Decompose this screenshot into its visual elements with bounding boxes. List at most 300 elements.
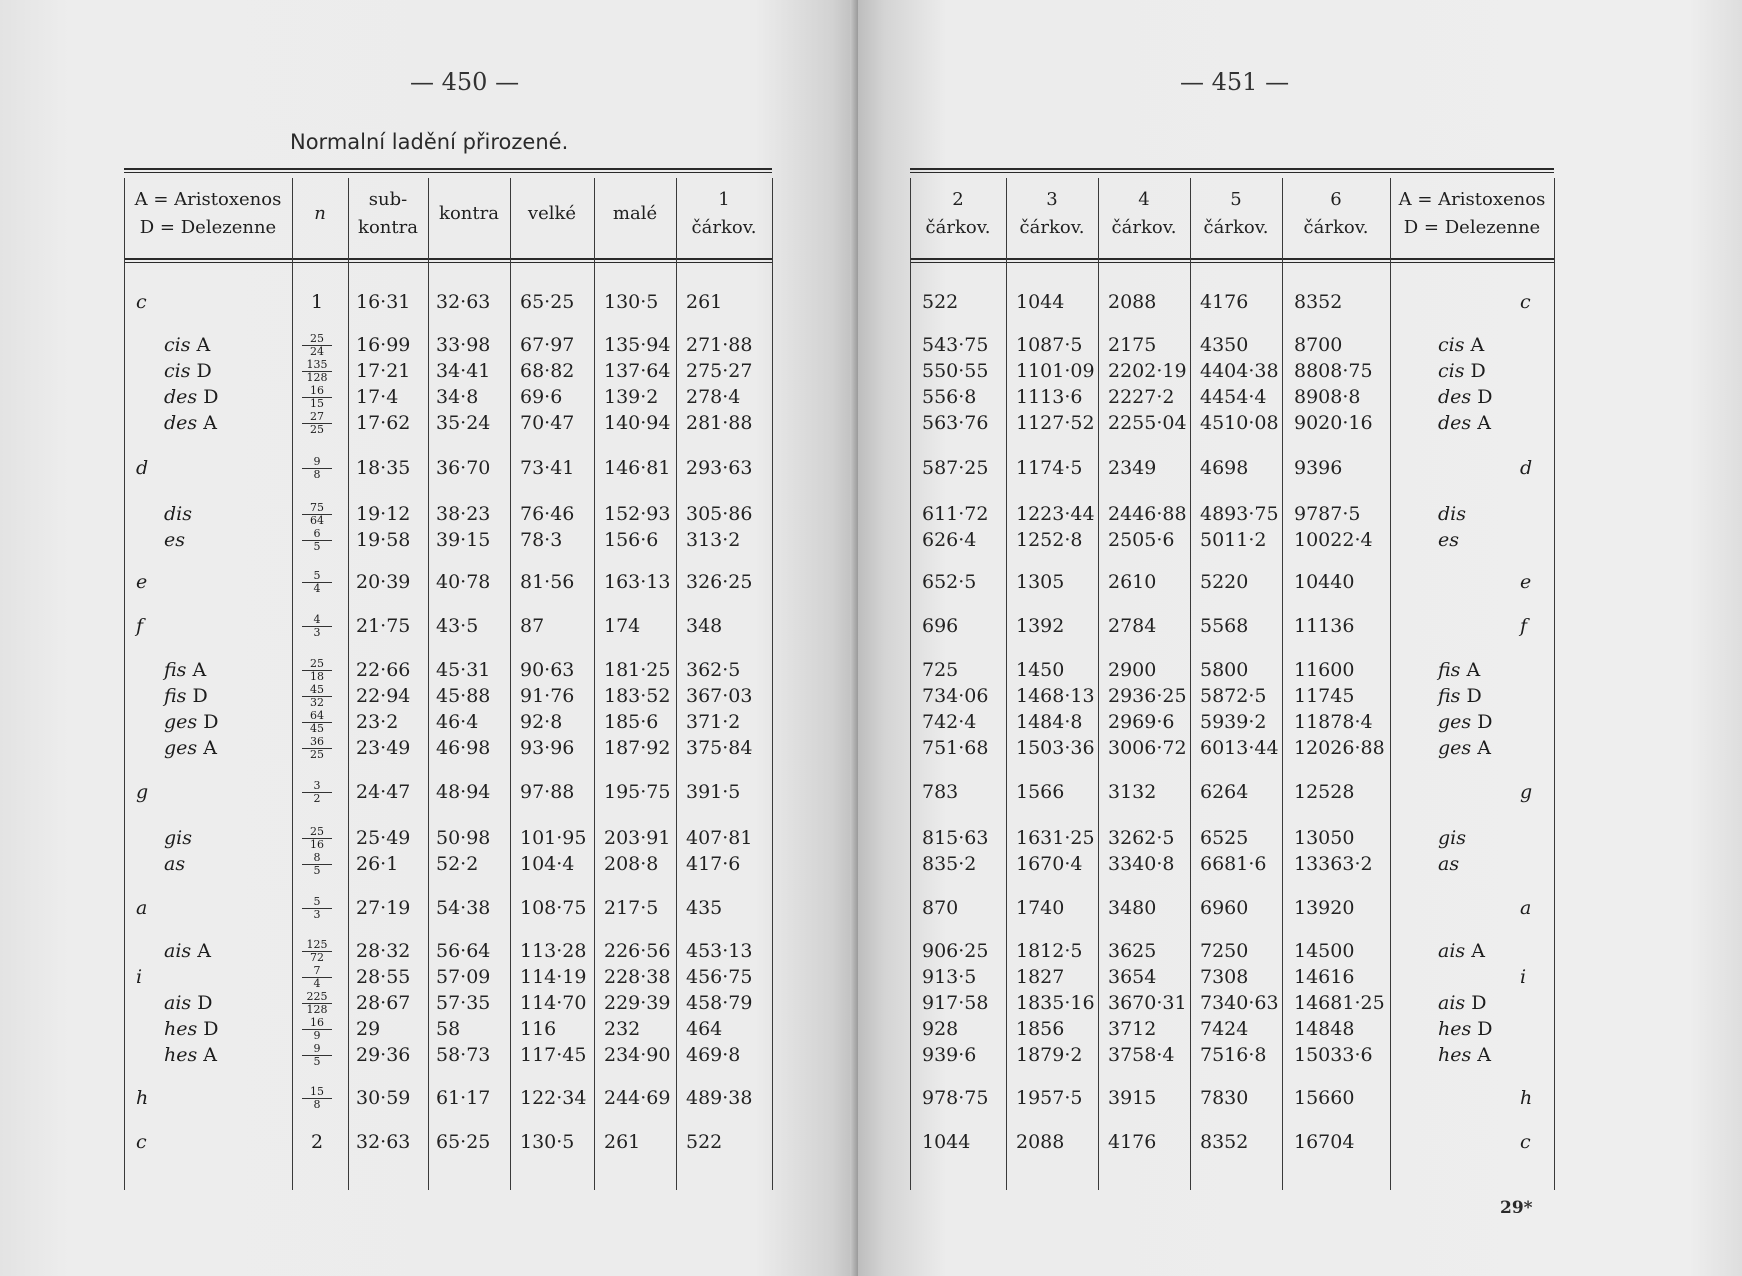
frequency-cell: 7830 xyxy=(1200,1087,1249,1109)
note-name xyxy=(164,826,192,850)
frequency-cell: 8352 xyxy=(1200,1131,1249,1153)
frequency-cell: 93·96 xyxy=(520,737,575,759)
note-label: as xyxy=(164,853,186,875)
frequency-cell: 2088 xyxy=(1016,1131,1065,1153)
note-name xyxy=(1438,1017,1493,1041)
frequency-cell: 9020·16 xyxy=(1294,412,1373,434)
table-title: Normalní ladění přirozené. xyxy=(290,130,569,154)
frequency-cell: 1566 xyxy=(1016,781,1065,803)
frequency-cell: 114·70 xyxy=(520,992,587,1014)
frequency-cell: 1113·6 xyxy=(1016,386,1083,408)
frequency-cell: 2969·6 xyxy=(1108,711,1175,733)
frequency-cell: 14500 xyxy=(1294,940,1355,962)
frequency-cell: 326·25 xyxy=(686,571,753,593)
frequency-cell: 28·55 xyxy=(356,966,411,988)
ratio-fraction: $\frac{36}{25}$ xyxy=(302,736,332,760)
frequency-cell: 228·38 xyxy=(604,966,671,988)
frequency-cell: 108·75 xyxy=(520,897,587,919)
frequency-cell: 43·5 xyxy=(436,615,479,637)
frequency-cell: 734·06 xyxy=(922,685,989,707)
source-tag: A xyxy=(196,334,211,356)
note-label: c xyxy=(136,1131,147,1153)
source-tag: D xyxy=(203,386,219,408)
frequency-cell: 417·6 xyxy=(686,853,741,875)
frequency-cell: 17·62 xyxy=(356,412,411,434)
frequency-cell: 7516·8 xyxy=(1200,1044,1267,1066)
frequency-cell: 917·58 xyxy=(922,992,989,1014)
frequency-cell: 65·25 xyxy=(436,1131,491,1153)
column-line-6 xyxy=(1554,178,1555,1190)
frequency-cell: 407·81 xyxy=(686,827,753,849)
column-line-5 xyxy=(1390,178,1391,1190)
frequency-cell: 391·5 xyxy=(686,781,741,803)
frequency-cell: 3670·31 xyxy=(1108,992,1187,1014)
note-label: c xyxy=(1520,1131,1531,1153)
note-name xyxy=(1438,852,1459,876)
frequency-cell: 4893·75 xyxy=(1200,503,1279,525)
frequency-cell: 293·63 xyxy=(686,457,753,479)
frequency-cell: 73·41 xyxy=(520,457,575,479)
frequency-cell: 906·25 xyxy=(922,940,989,962)
frequency-cell: 181·25 xyxy=(604,659,671,681)
frequency-cell: 50·98 xyxy=(436,827,491,849)
frequency-cell: 117·45 xyxy=(520,1044,587,1066)
frequency-cell: 12026·88 xyxy=(1294,737,1385,759)
frequency-cell: 57·35 xyxy=(436,992,491,1014)
source-tag: D xyxy=(1477,1018,1493,1040)
frequency-cell: 58·73 xyxy=(436,1044,491,1066)
ratio-fraction: $\frac{7}{4}$ xyxy=(302,965,332,989)
frequency-cell: 587·25 xyxy=(922,457,989,479)
header-legend: A = Aristoxenos D = Delezenne xyxy=(134,189,282,238)
frequency-cell: 2505·6 xyxy=(1108,529,1175,551)
tuning-table-right xyxy=(910,168,1554,1190)
frequency-cell: 696 xyxy=(922,615,959,637)
frequency-cell: 6525 xyxy=(1200,827,1249,849)
frequency-cell: 14848 xyxy=(1294,1018,1355,1040)
frequency-cell: 835·2 xyxy=(922,853,977,875)
note-label: cis xyxy=(1438,360,1465,382)
frequency-cell: 18·35 xyxy=(356,457,411,479)
frequency-cell: 24·47 xyxy=(356,781,411,803)
note-label: c xyxy=(136,291,147,313)
frequency-cell: 1670·4 xyxy=(1016,853,1083,875)
note-label: ais xyxy=(1438,940,1466,962)
frequency-cell: 46·4 xyxy=(436,711,479,733)
column-line-2 xyxy=(348,178,349,1190)
note-label: d xyxy=(136,457,149,479)
note-label: ais xyxy=(164,940,192,962)
frequency-cell: 4176 xyxy=(1200,291,1249,313)
frequency-cell: 1252·8 xyxy=(1016,529,1083,551)
frequency-cell: 33·98 xyxy=(436,334,491,356)
source-tag: D xyxy=(203,1018,219,1040)
frequency-cell: 652·5 xyxy=(922,571,977,593)
ratio-fraction: $\frac{16}{9}$ xyxy=(302,1017,332,1041)
frequency-cell: 1468·13 xyxy=(1016,685,1095,707)
frequency-cell: 67·97 xyxy=(520,334,575,356)
frequency-cell: 913·5 xyxy=(922,966,977,988)
note-name xyxy=(164,1017,219,1041)
frequency-cell: 81·56 xyxy=(520,571,575,593)
frequency-cell: 3915 xyxy=(1108,1087,1157,1109)
tuning-table-left xyxy=(124,168,772,1190)
frequency-cell: 7424 xyxy=(1200,1018,1249,1040)
frequency-cell: 217·5 xyxy=(604,897,659,919)
header-6-carkov: 6 čárkov. xyxy=(1303,189,1369,238)
frequency-cell: 3132 xyxy=(1108,781,1157,803)
ratio-fraction: $\frac{25}{18}$ xyxy=(302,658,332,682)
frequency-cell: 19·12 xyxy=(356,503,411,525)
frequency-cell: 11136 xyxy=(1294,615,1355,637)
note-label: a xyxy=(136,897,148,919)
note-name xyxy=(136,570,147,594)
frequency-cell: 97·88 xyxy=(520,781,575,803)
frequency-cell: 556·8 xyxy=(922,386,977,408)
note-name xyxy=(136,780,148,804)
frequency-cell: 8908·8 xyxy=(1294,386,1361,408)
frequency-cell: 3340·8 xyxy=(1108,853,1175,875)
source-tag: D xyxy=(1466,685,1482,707)
column-line-5 xyxy=(594,178,595,1190)
frequency-cell: 611·72 xyxy=(922,503,989,525)
top-rule-thin xyxy=(124,172,772,173)
frequency-cell: 163·13 xyxy=(604,571,671,593)
note-name xyxy=(136,290,147,314)
frequency-cell: 226·56 xyxy=(604,940,671,962)
header-n: n xyxy=(314,203,326,224)
frequency-cell: 15660 xyxy=(1294,1087,1355,1109)
frequency-cell: 2088 xyxy=(1108,291,1157,313)
note-label: i xyxy=(136,966,143,988)
frequency-cell: 156·6 xyxy=(604,529,659,551)
frequency-cell: 2446·88 xyxy=(1108,503,1187,525)
frequency-cell: 48·94 xyxy=(436,781,491,803)
note-name xyxy=(164,502,192,526)
frequency-cell: 234·90 xyxy=(604,1044,671,1066)
frequency-cell: 36·70 xyxy=(436,457,491,479)
frequency-cell: 1631·25 xyxy=(1016,827,1095,849)
frequency-cell: 2175 xyxy=(1108,334,1157,356)
column-line-0 xyxy=(124,178,125,1190)
frequency-cell: 1450 xyxy=(1016,659,1065,681)
top-rule xyxy=(910,168,1554,170)
frequency-cell: 23·2 xyxy=(356,711,399,733)
column-line-3 xyxy=(428,178,429,1190)
note-name xyxy=(1438,528,1459,552)
note-label: cis xyxy=(164,334,191,356)
note-name xyxy=(164,359,212,383)
frequency-cell: 3006·72 xyxy=(1108,737,1187,759)
frequency-cell: 1503·36 xyxy=(1016,737,1095,759)
header-male: malé xyxy=(612,203,658,224)
source-tag: A xyxy=(203,1044,218,1066)
note-name xyxy=(164,528,185,552)
note-name xyxy=(1520,290,1531,314)
frequency-cell: 61·17 xyxy=(436,1087,491,1109)
frequency-cell: 114·19 xyxy=(520,966,587,988)
ratio-fraction: $\frac{27}{25}$ xyxy=(302,411,332,435)
column-line-7 xyxy=(772,178,773,1190)
frequency-cell: 90·63 xyxy=(520,659,575,681)
frequency-cell: 5872·5 xyxy=(1200,685,1267,707)
frequency-cell: 1879·2 xyxy=(1016,1044,1083,1066)
frequency-cell: 5568 xyxy=(1200,615,1249,637)
source-tag: A xyxy=(203,412,217,434)
frequency-cell: 40·78 xyxy=(436,571,491,593)
note-name xyxy=(1520,614,1527,638)
note-name xyxy=(164,710,218,734)
source-tag: D xyxy=(197,992,213,1014)
note-label: h xyxy=(1520,1087,1533,1109)
note-label: gis xyxy=(1438,827,1466,849)
note-label: a xyxy=(1520,897,1532,919)
header-legend: A = Aristoxenos D = Delezenne xyxy=(1398,189,1546,238)
header-5-carkov: 5 čárkov. xyxy=(1203,189,1269,238)
frequency-cell: 174 xyxy=(604,615,641,637)
note-name xyxy=(164,333,210,357)
note-label: des xyxy=(164,412,198,434)
note-label: i xyxy=(1520,966,1527,988)
note-label: es xyxy=(164,529,185,551)
page-number-451: — 451 — xyxy=(1180,68,1290,96)
note-name xyxy=(164,411,217,435)
frequency-cell: 68·82 xyxy=(520,360,575,382)
source-tag: A xyxy=(1471,940,1485,962)
frequency-cell: 54·38 xyxy=(436,897,491,919)
note-label: hes xyxy=(164,1044,198,1066)
frequency-cell: 10022·4 xyxy=(1294,529,1373,551)
frequency-cell: 16704 xyxy=(1294,1131,1355,1153)
frequency-cell: 195·75 xyxy=(604,781,671,803)
frequency-cell: 2349 xyxy=(1108,457,1157,479)
note-label: ais xyxy=(164,992,192,1014)
frequency-cell: 101·95 xyxy=(520,827,587,849)
frequency-cell: 45·88 xyxy=(436,685,491,707)
frequency-cell: 116 xyxy=(520,1018,557,1040)
frequency-cell: 3625 xyxy=(1108,940,1157,962)
column-line-1 xyxy=(1006,178,1007,1190)
note-name xyxy=(1520,1086,1532,1110)
note-name xyxy=(136,614,143,638)
frequency-cell: 28·67 xyxy=(356,992,411,1014)
frequency-cell: 6681·6 xyxy=(1200,853,1267,875)
frequency-cell: 232 xyxy=(604,1018,641,1040)
frequency-cell: 8700 xyxy=(1294,334,1343,356)
note-name xyxy=(1438,333,1484,357)
frequency-cell: 34·8 xyxy=(436,386,479,408)
ratio-value: 2 xyxy=(310,1131,324,1153)
column-line-6 xyxy=(676,178,677,1190)
frequency-cell: 16·31 xyxy=(356,291,411,313)
frequency-cell: 4176 xyxy=(1108,1131,1157,1153)
frequency-cell: 28·32 xyxy=(356,940,411,962)
frequency-cell: 69·6 xyxy=(520,386,563,408)
frequency-cell: 78·3 xyxy=(520,529,563,551)
frequency-cell: 456·75 xyxy=(686,966,753,988)
ratio-fraction: $\frac{9}{5}$ xyxy=(302,1043,332,1067)
frequency-cell: 185·6 xyxy=(604,711,659,733)
note-label: dis xyxy=(1438,503,1466,525)
frequency-cell: 3654 xyxy=(1108,966,1157,988)
frequency-cell: 187·92 xyxy=(604,737,671,759)
frequency-cell: 543·75 xyxy=(922,334,989,356)
frequency-cell: 45·31 xyxy=(436,659,491,681)
note-label: cis xyxy=(1438,334,1465,356)
frequency-cell: 281·88 xyxy=(686,412,753,434)
frequency-cell: 58 xyxy=(436,1018,461,1040)
note-name xyxy=(164,939,211,963)
source-tag: D xyxy=(1471,992,1487,1014)
frequency-cell: 5800 xyxy=(1200,659,1249,681)
frequency-cell: 313·2 xyxy=(686,529,741,551)
note-name xyxy=(136,1130,147,1154)
frequency-cell: 91·76 xyxy=(520,685,575,707)
note-label: e xyxy=(1520,571,1532,593)
frequency-cell: 1392 xyxy=(1016,615,1065,637)
frequency-cell: 9787·5 xyxy=(1294,503,1361,525)
frequency-cell: 9396 xyxy=(1294,457,1343,479)
header-1-carkov: 1 čárkov. xyxy=(691,189,757,238)
frequency-cell: 4350 xyxy=(1200,334,1249,356)
frequency-cell: 458·79 xyxy=(686,992,753,1014)
frequency-cell: 978·75 xyxy=(922,1087,989,1109)
note-name xyxy=(1520,780,1532,804)
frequency-cell: 8352 xyxy=(1294,291,1343,313)
frequency-cell: 4404·38 xyxy=(1200,360,1279,382)
frequency-cell: 1044 xyxy=(922,1131,971,1153)
ratio-fraction: $\frac{125}{72}$ xyxy=(302,939,332,963)
page-number-450: — 450 — xyxy=(410,68,520,96)
frequency-cell: 146·81 xyxy=(604,457,671,479)
note-name xyxy=(164,991,212,1015)
header-rule xyxy=(124,258,772,260)
frequency-cell: 11745 xyxy=(1294,685,1355,707)
frequency-cell: 815·63 xyxy=(922,827,989,849)
frequency-cell: 32·63 xyxy=(436,291,491,313)
frequency-cell: 2936·25 xyxy=(1108,685,1187,707)
ratio-fraction: $\frac{75}{64}$ xyxy=(302,502,332,526)
note-label: f xyxy=(1520,615,1528,637)
frequency-cell: 2255·04 xyxy=(1108,412,1187,434)
frequency-cell: 22·94 xyxy=(356,685,411,707)
frequency-cell: 6013·44 xyxy=(1200,737,1279,759)
frequency-cell: 29 xyxy=(356,1018,381,1040)
source-tag: D xyxy=(1470,360,1486,382)
frequency-cell: 550·55 xyxy=(922,360,989,382)
note-name xyxy=(1520,965,1526,989)
ratio-fraction: $\frac{25}{24}$ xyxy=(302,333,332,357)
frequency-cell: 783 xyxy=(922,781,959,803)
note-label: h xyxy=(136,1087,149,1109)
note-name xyxy=(1438,939,1485,963)
frequency-cell: 1484·8 xyxy=(1016,711,1083,733)
ratio-fraction: $\frac{3}{2}$ xyxy=(302,780,332,804)
frequency-cell: 7340·63 xyxy=(1200,992,1279,1014)
note-label: es xyxy=(1438,529,1459,551)
frequency-cell: 261 xyxy=(686,291,723,313)
note-name xyxy=(1520,570,1531,594)
frequency-cell: 11878·4 xyxy=(1294,711,1373,733)
note-name xyxy=(1438,411,1491,435)
frequency-cell: 113·28 xyxy=(520,940,587,962)
frequency-cell: 1856 xyxy=(1016,1018,1065,1040)
frequency-cell: 870 xyxy=(922,897,959,919)
frequency-cell: 23·49 xyxy=(356,737,411,759)
frequency-cell: 22·66 xyxy=(356,659,411,681)
note-label: d xyxy=(1520,457,1533,479)
source-tag: D xyxy=(192,685,208,707)
frequency-cell: 5939·2 xyxy=(1200,711,1267,733)
ratio-value: 1 xyxy=(310,291,324,313)
ratio-fraction: $\frac{16}{15}$ xyxy=(302,385,332,409)
frequency-cell: 8808·75 xyxy=(1294,360,1373,382)
frequency-cell: 122·34 xyxy=(520,1087,587,1109)
note-label: fis xyxy=(164,659,187,681)
note-name xyxy=(1520,456,1532,480)
ratio-fraction: $\frac{15}{8}$ xyxy=(302,1086,332,1110)
note-name xyxy=(164,736,217,760)
source-tag: D xyxy=(196,360,212,382)
ratio-fraction: $\frac{8}{5}$ xyxy=(302,852,332,876)
header-subkontra: sub- kontra xyxy=(358,189,418,238)
note-label: des xyxy=(1438,386,1472,408)
frequency-cell: 1835·16 xyxy=(1016,992,1095,1014)
note-label: c xyxy=(1520,291,1531,313)
frequency-cell: 271·88 xyxy=(686,334,753,356)
frequency-cell: 2610 xyxy=(1108,571,1157,593)
source-tag: A xyxy=(1470,334,1485,356)
note-name xyxy=(1438,385,1492,409)
frequency-cell: 57·09 xyxy=(436,966,491,988)
source-tag: D xyxy=(1477,386,1493,408)
frequency-cell: 10440 xyxy=(1294,571,1355,593)
frequency-cell: 1305 xyxy=(1016,571,1065,593)
frequency-cell: 7250 xyxy=(1200,940,1249,962)
note-label: ges xyxy=(1438,711,1472,733)
source-tag: D xyxy=(203,711,219,733)
frequency-cell: 2202·19 xyxy=(1108,360,1187,382)
frequency-cell: 137·64 xyxy=(604,360,671,382)
ratio-fraction: $\frac{4}{3}$ xyxy=(302,614,332,638)
ratio-fraction: $\frac{225}{128}$ xyxy=(302,991,332,1015)
note-name xyxy=(136,456,148,480)
note-label: dis xyxy=(164,503,192,525)
frequency-cell: 11600 xyxy=(1294,659,1355,681)
source-tag: D xyxy=(1477,711,1493,733)
note-name xyxy=(164,658,206,682)
header-2-carkov: 2 čárkov. xyxy=(925,189,991,238)
frequency-cell: 19·58 xyxy=(356,529,411,551)
frequency-cell: 56·64 xyxy=(436,940,491,962)
column-line-1 xyxy=(292,178,293,1190)
frequency-cell: 725 xyxy=(922,659,959,681)
frequency-cell: 939·6 xyxy=(922,1044,977,1066)
frequency-cell: 1957·5 xyxy=(1016,1087,1083,1109)
frequency-cell: 52·2 xyxy=(436,853,479,875)
frequency-cell: 34·41 xyxy=(436,360,491,382)
frequency-cell: 1101·09 xyxy=(1016,360,1095,382)
frequency-cell: 20·39 xyxy=(356,571,411,593)
frequency-cell: 3758·4 xyxy=(1108,1044,1175,1066)
frequency-cell: 14616 xyxy=(1294,966,1355,988)
note-name xyxy=(1438,710,1492,734)
frequency-cell: 13050 xyxy=(1294,827,1355,849)
frequency-cell: 5220 xyxy=(1200,571,1249,593)
note-label: e xyxy=(136,571,148,593)
note-label: ges xyxy=(164,711,198,733)
frequency-cell: 130·5 xyxy=(520,1131,575,1153)
